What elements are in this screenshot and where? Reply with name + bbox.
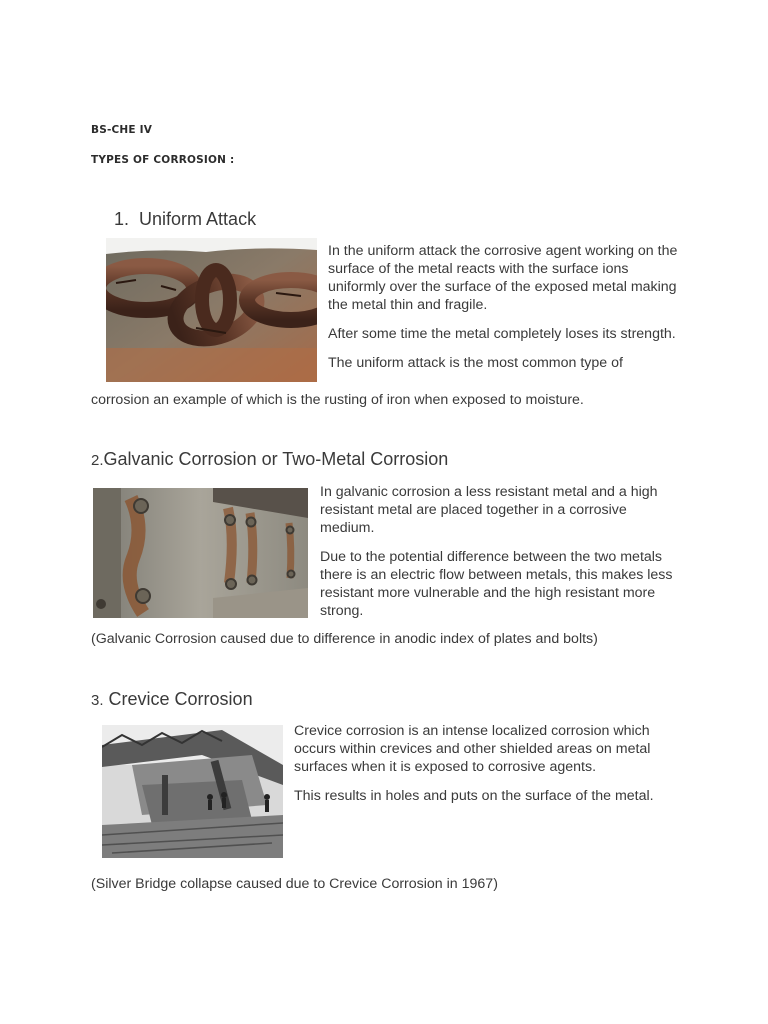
section-3-number: 3. [91,692,104,709]
section-1-text [328,242,680,372]
section-3-paragraph-1: Crevice corrosion is an intense localized corrosion which occurs within crevices and other shielded areas on metal surfaces when it is exposed to corrosive agents. [294,723,651,775]
document-title: TYPES OF CORROSION : [91,154,235,166]
section-2-text [320,483,680,620]
section-3-caption: (Silver Bridge collapse caused due to Crevice Corrosion in 1967) [91,876,498,892]
course-label: BS-CHE IV [91,124,153,136]
section-1-heading [114,209,256,230]
section-3-title: Crevice Corrosion [108,689,253,709]
section-2-caption: (Galvanic Corrosion caused due to difference in anodic index of plates and bolts) [91,631,598,647]
section-2-paragraph-2: Due to the potential difference between the two metals there is an electric flow between metals, this makes less resistant more vulnerable and the high resistant more strong. [320,549,673,619]
section-1-paragraph-3: The uniform attack is the most common type of [328,355,623,371]
galvanic-plate-image [93,488,308,618]
section-1-number: 1. [114,209,130,229]
section-2-title: Galvanic Corrosion or Two-Metal Corrosion [103,449,449,469]
section-1-paragraph-4: corrosion an example of which is the rusting of iron when exposed to moisture. [91,392,584,408]
section-3-text [294,722,684,805]
section-3-paragraph-2: This results in holes and puts on the surface of the metal. [294,788,654,804]
section-2-number: 2. [91,452,104,469]
section-3-heading [91,689,253,710]
section-1-paragraph-2: After some time the metal completely loses its strength. [328,326,676,342]
section-2-paragraph-1: In galvanic corrosion a less resistant metal and a high resistant metal are placed together in a corrosive medium. [320,484,658,536]
rusted-chain-image [106,238,317,382]
section-1-paragraph-1: In the uniform attack the corrosive agent working on the surface of the metal reacts with the surface ions uniformly over the surface of the exposed metal making the metal thin and fragile. [328,243,678,313]
section-2-heading [91,449,448,470]
silver-bridge-collapse-image [102,725,283,858]
section-1-title: Uniform Attack [139,209,257,229]
